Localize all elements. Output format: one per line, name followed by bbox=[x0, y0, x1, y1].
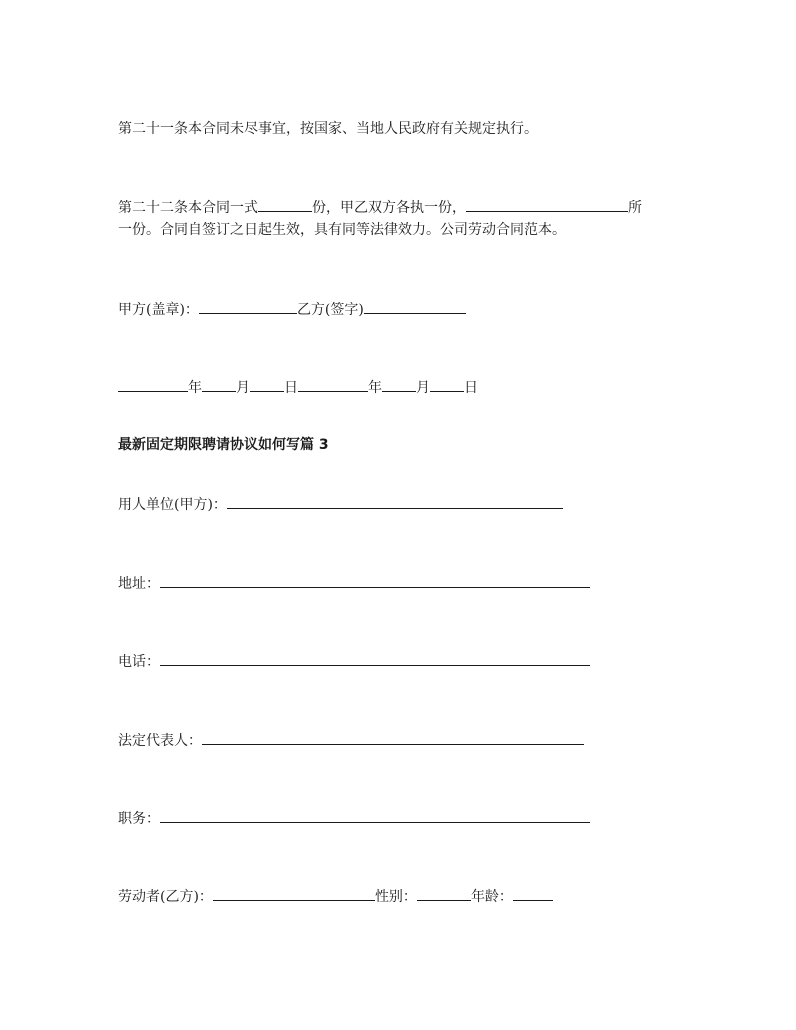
month-blank-b bbox=[382, 378, 416, 392]
worker-field bbox=[118, 887, 553, 906]
phone-label: 电话： bbox=[118, 654, 160, 670]
article-21 bbox=[118, 120, 538, 138]
day-blank-a bbox=[250, 378, 284, 392]
address-label: 地址： bbox=[118, 576, 160, 592]
position-label: 职务： bbox=[118, 811, 160, 827]
gender-label: 性别： bbox=[374, 889, 417, 905]
age-blank bbox=[513, 887, 553, 901]
article-22-text-1: 第二十二条本合同一式 bbox=[118, 200, 258, 216]
party-a-label: 甲方(盖章)： bbox=[118, 302, 199, 318]
date-line bbox=[118, 378, 478, 397]
month-blank-a bbox=[202, 378, 236, 392]
legal-rep-blank bbox=[202, 731, 584, 745]
article-22-text-4: 一份。合同自签订之日起生效，具有同等法律效力。公司劳动合同范本。 bbox=[118, 222, 566, 238]
article-22-text-3: 所 bbox=[628, 200, 642, 216]
age-label: 年龄： bbox=[470, 889, 513, 905]
year-blank-a bbox=[118, 378, 188, 392]
section-heading-text: 最新固定期限聘请协议如何写篇 3 bbox=[118, 437, 329, 453]
article-22-line-1 bbox=[118, 198, 642, 217]
party-b-blank bbox=[364, 300, 466, 314]
year-label-a: 年 bbox=[188, 380, 202, 396]
worker-label: 劳动者(乙方)： bbox=[118, 889, 213, 905]
phone-blank bbox=[160, 652, 590, 666]
gender-blank bbox=[417, 887, 471, 901]
copies-blank bbox=[258, 198, 312, 212]
position-field bbox=[118, 809, 590, 828]
legal-rep-label: 法定代表人： bbox=[118, 733, 202, 749]
party-b-label: 乙方(签字) bbox=[296, 302, 364, 318]
address-blank bbox=[160, 574, 590, 588]
month-label-b: 月 bbox=[416, 380, 430, 396]
legal-rep-field bbox=[118, 731, 584, 750]
year-blank-b bbox=[298, 378, 368, 392]
day-label-b: 日 bbox=[464, 380, 478, 396]
signature-line bbox=[118, 300, 466, 319]
day-blank-b bbox=[430, 378, 464, 392]
custodian-blank bbox=[466, 198, 628, 212]
article-22-line-2 bbox=[118, 221, 566, 239]
year-label-b: 年 bbox=[368, 380, 382, 396]
employer-blank bbox=[227, 495, 563, 509]
employer-field bbox=[118, 495, 563, 514]
phone-field bbox=[118, 652, 590, 671]
employer-label: 用人单位(甲方)： bbox=[118, 497, 227, 513]
worker-blank bbox=[213, 887, 375, 901]
article-21-text: 第二十一条本合同未尽事宜，按国家、当地人民政府有关规定执行。 bbox=[118, 121, 538, 137]
party-a-blank bbox=[199, 300, 297, 314]
address-field bbox=[118, 574, 590, 593]
day-label-a: 日 bbox=[284, 380, 298, 396]
article-22-text-2: 份，甲乙双方各执一份， bbox=[312, 200, 466, 216]
month-label-a: 月 bbox=[236, 380, 250, 396]
position-blank bbox=[160, 809, 590, 823]
section-heading bbox=[118, 436, 329, 454]
